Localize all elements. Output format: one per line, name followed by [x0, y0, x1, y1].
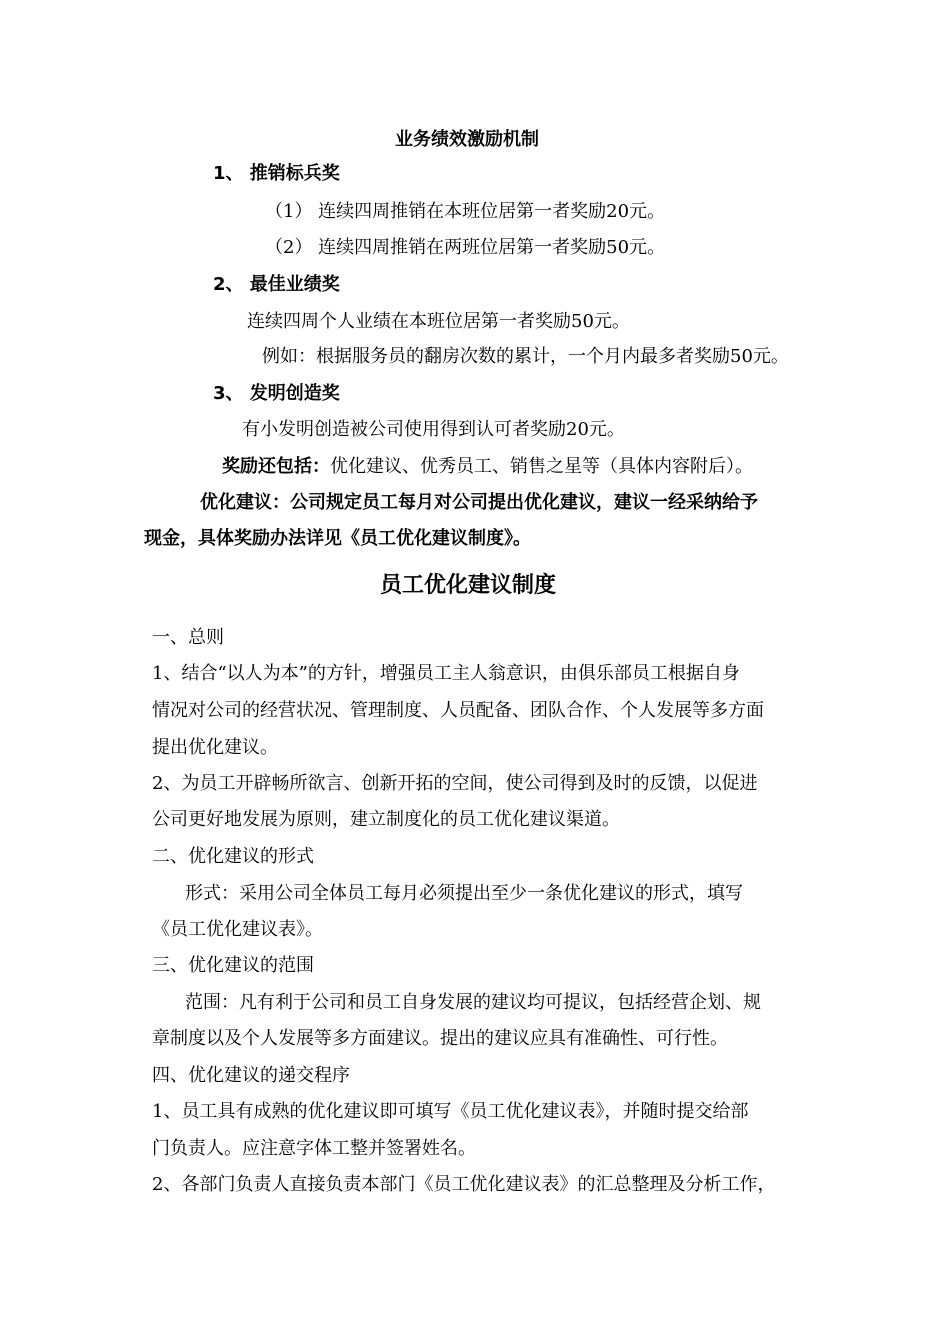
policy-line: 门负责人。应注意字体工整并签署姓名。: [152, 1138, 476, 1159]
policy-line: 三、优化建议的范围: [152, 955, 314, 976]
award-3-item-1: 有小发明创造被公司使用得到认可者奖励20元。: [242, 419, 625, 440]
policy-line: 二、优化建议的形式: [152, 846, 314, 867]
extra-rewards-line: [222, 455, 753, 479]
policy-line: 形式：采用公司全体员工每月必须提出至少一条优化建议的形式，填写: [185, 883, 743, 904]
policy-line: 2、各部门负责人直接负责本部门《员工优化建议表》的汇总整理及分析工作，: [152, 1174, 776, 1195]
award-heading-1: 1、 推销标兵奖: [213, 163, 340, 184]
award-1-item-1: （1） 连续四周推销在本班位居第一者奖励20元。: [265, 201, 666, 222]
document-title: 业务绩效激励机制: [395, 129, 539, 150]
award-2-item-1: 连续四周个人业绩在本班位居第一者奖励50元。: [247, 311, 630, 332]
award-heading-2: 2、 最佳业绩奖: [213, 274, 340, 295]
suggestion-note-line-2: 现金，具体奖励办法详见《员工优化建议制度》。: [144, 528, 531, 549]
policy-line: 范围：凡有利于公司和员工自身发展的建议均可提议，包括经营企划、规: [185, 992, 761, 1013]
policy-line: 章制度以及个人发展等多方面建议。提出的建议应具有准确性、可行性。: [152, 1028, 728, 1049]
policy-line: 公司更好地发展为原则，建立制度化的员工优化建议渠道。: [152, 809, 620, 830]
extra-rewards-text: 优化建议、优秀员工、销售之星等（具体内容附后）。: [330, 456, 753, 477]
policy-line: 一、总则: [152, 627, 224, 648]
policy-line: 情况对公司的经营状况、管理制度、人员配备、团队合作、个人发展等多方面: [152, 700, 764, 721]
policy-line: 提出优化建议。: [152, 737, 278, 758]
policy-title: 员工优化建议制度: [380, 573, 557, 598]
policy-line: 2、为员工开辟畅所欲言、创新开拓的空间，使公司得到及时的反馈，以促进: [152, 773, 758, 794]
policy-line: 1、结合“以人为本”的方针，增强员工主人翁意识，由俱乐部员工根据自身: [152, 663, 740, 684]
policy-line: 1、员工具有成熟的优化建议即可填写《员工优化建议表》，并随时提交给部: [152, 1101, 749, 1122]
award-2-item-2: 例如：根据服务员的翻房次数的累计，一个月内最多者奖励50元。: [262, 346, 789, 367]
suggestion-note-line-1: 优化建议：公司规定员工每月对公司提出优化建议，建议一经采纳给予: [200, 492, 758, 513]
policy-line: 《员工优化建议表》。: [152, 919, 323, 940]
policy-line: 四、优化建议的递交程序: [152, 1065, 350, 1086]
award-heading-3: 3、 发明创造奖: [213, 383, 340, 404]
award-1-item-2: （2） 连续四周推销在两班位居第一者奖励50元。: [265, 237, 666, 258]
extra-rewards-label: 奖励还包括：: [222, 456, 330, 477]
